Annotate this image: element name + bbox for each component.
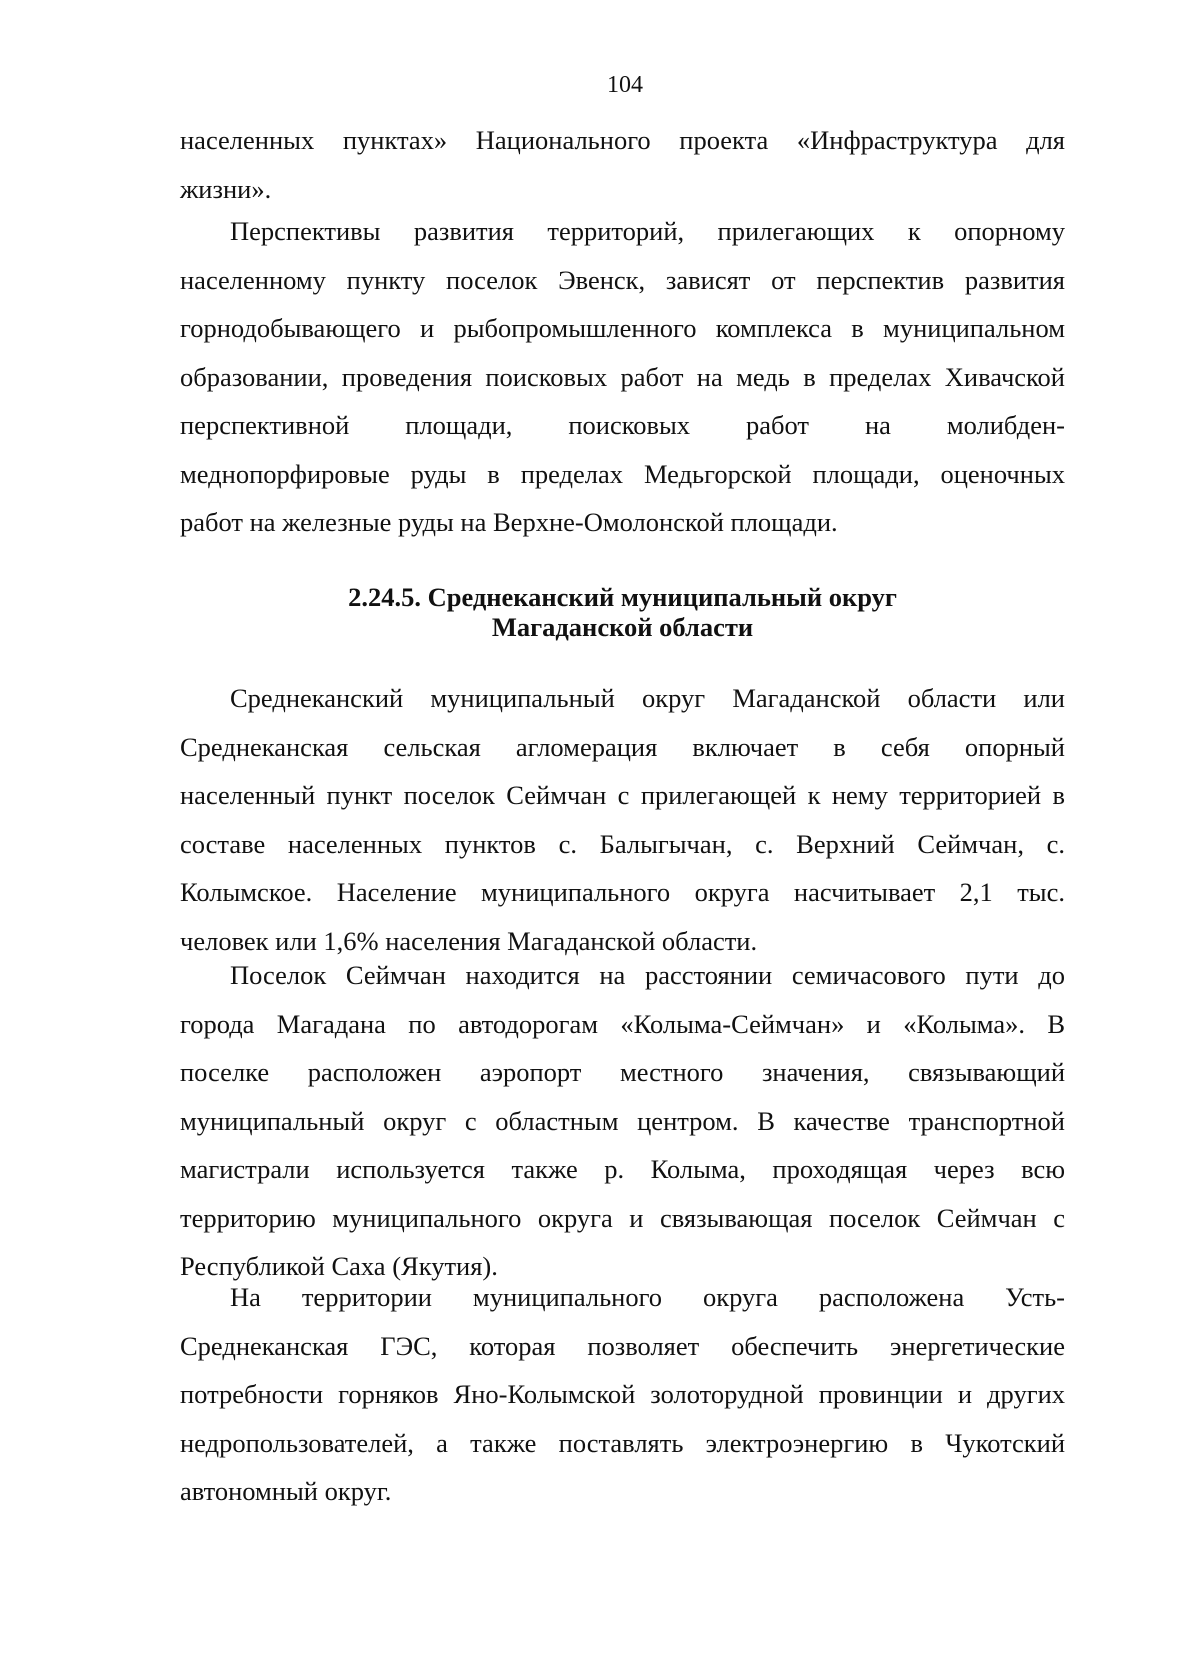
text-line: города Магадана по автодорогам «Колыма-Сеймчан» и «Колыма». В [180, 1008, 1065, 1039]
text-line: Среднеканский муниципальный округ Магаданской области или [230, 683, 1065, 713]
paragraph-transport [180, 951, 1065, 1291]
text-line: человек или 1,6% населения Магаданской области. [180, 925, 758, 956]
text-line: перспективной площади, поисковых работ на молибден- [180, 410, 1065, 440]
paragraph-hydro-plant [180, 1273, 1065, 1516]
text-line: образовании, проведения поисковых работ на медь в пределах Хивачской [180, 361, 1065, 392]
text-line: работ на железные руды на Верхне-Омолонской площади. [180, 507, 838, 537]
text-line: недропользователей, а также поставлять электроэнергию в Чукотский [180, 1427, 1065, 1458]
text-line: населенных пунктах» Национального проекта «Инфраструктура для [180, 125, 1065, 155]
text-line: горнодобывающего и рыбопромышленного комплекса в муниципальном [180, 313, 1065, 343]
section-heading [180, 582, 1065, 642]
paragraph-continuation [180, 116, 1065, 213]
text-line: потребности горняков Яно-Колымской золоторудной провинции и других [180, 1379, 1065, 1409]
text-line: населенному пункту поселок Эвенск, зависят от перспектив развития [180, 264, 1065, 295]
section-heading-line: Магаданской области [491, 612, 754, 642]
text-line: территорию муниципального округа и связывающая поселок Сеймчан с [180, 1202, 1065, 1233]
text-line: жизни». [180, 173, 272, 204]
page-number: 104 [607, 72, 643, 98]
text-line: На территории муниципального округа расположена Усть- [230, 1282, 1065, 1312]
section-heading-line: 2.24.5. Среднеканский муниципальный округ [348, 582, 897, 612]
text-line: магистрали используется также р. Колыма, проходящая через всю [180, 1154, 1065, 1184]
text-line: населенный пункт поселок Сеймчан с прилегающей к нему территорией в [180, 780, 1065, 810]
text-line: Поселок Сеймчан находится на расстоянии семичасового пути до [230, 960, 1065, 990]
text-line: Колымское. Население муниципального округа насчитывает 2,1 тыс. [180, 877, 1065, 907]
text-line: муниципальный округ с областным центром. В качестве транспортной [180, 1105, 1065, 1136]
paragraph-district-overview [180, 674, 1065, 965]
text-line: поселке расположен аэропорт местного значения, связывающий [180, 1057, 1065, 1087]
text-line: Перспективы развития территорий, прилегающих к опорному [230, 216, 1065, 246]
text-line: Республикой Саха (Якутия). [180, 1251, 498, 1281]
text-line: Среднеканская ГЭС, которая позволяет обеспечить энергетические [180, 1330, 1065, 1361]
paragraph-prospects [180, 207, 1065, 547]
text-line: меднопорфировые руды в пределах Медьгорской площади, оценочных [180, 458, 1065, 489]
text-line: составе населенных пунктов с. Балыгычан, с. Верхний Сеймчан, с. [180, 828, 1065, 859]
text-line: Среднеканская сельская агломерация включает в себя опорный [180, 731, 1065, 762]
text-line: автономный округ. [180, 1476, 392, 1506]
